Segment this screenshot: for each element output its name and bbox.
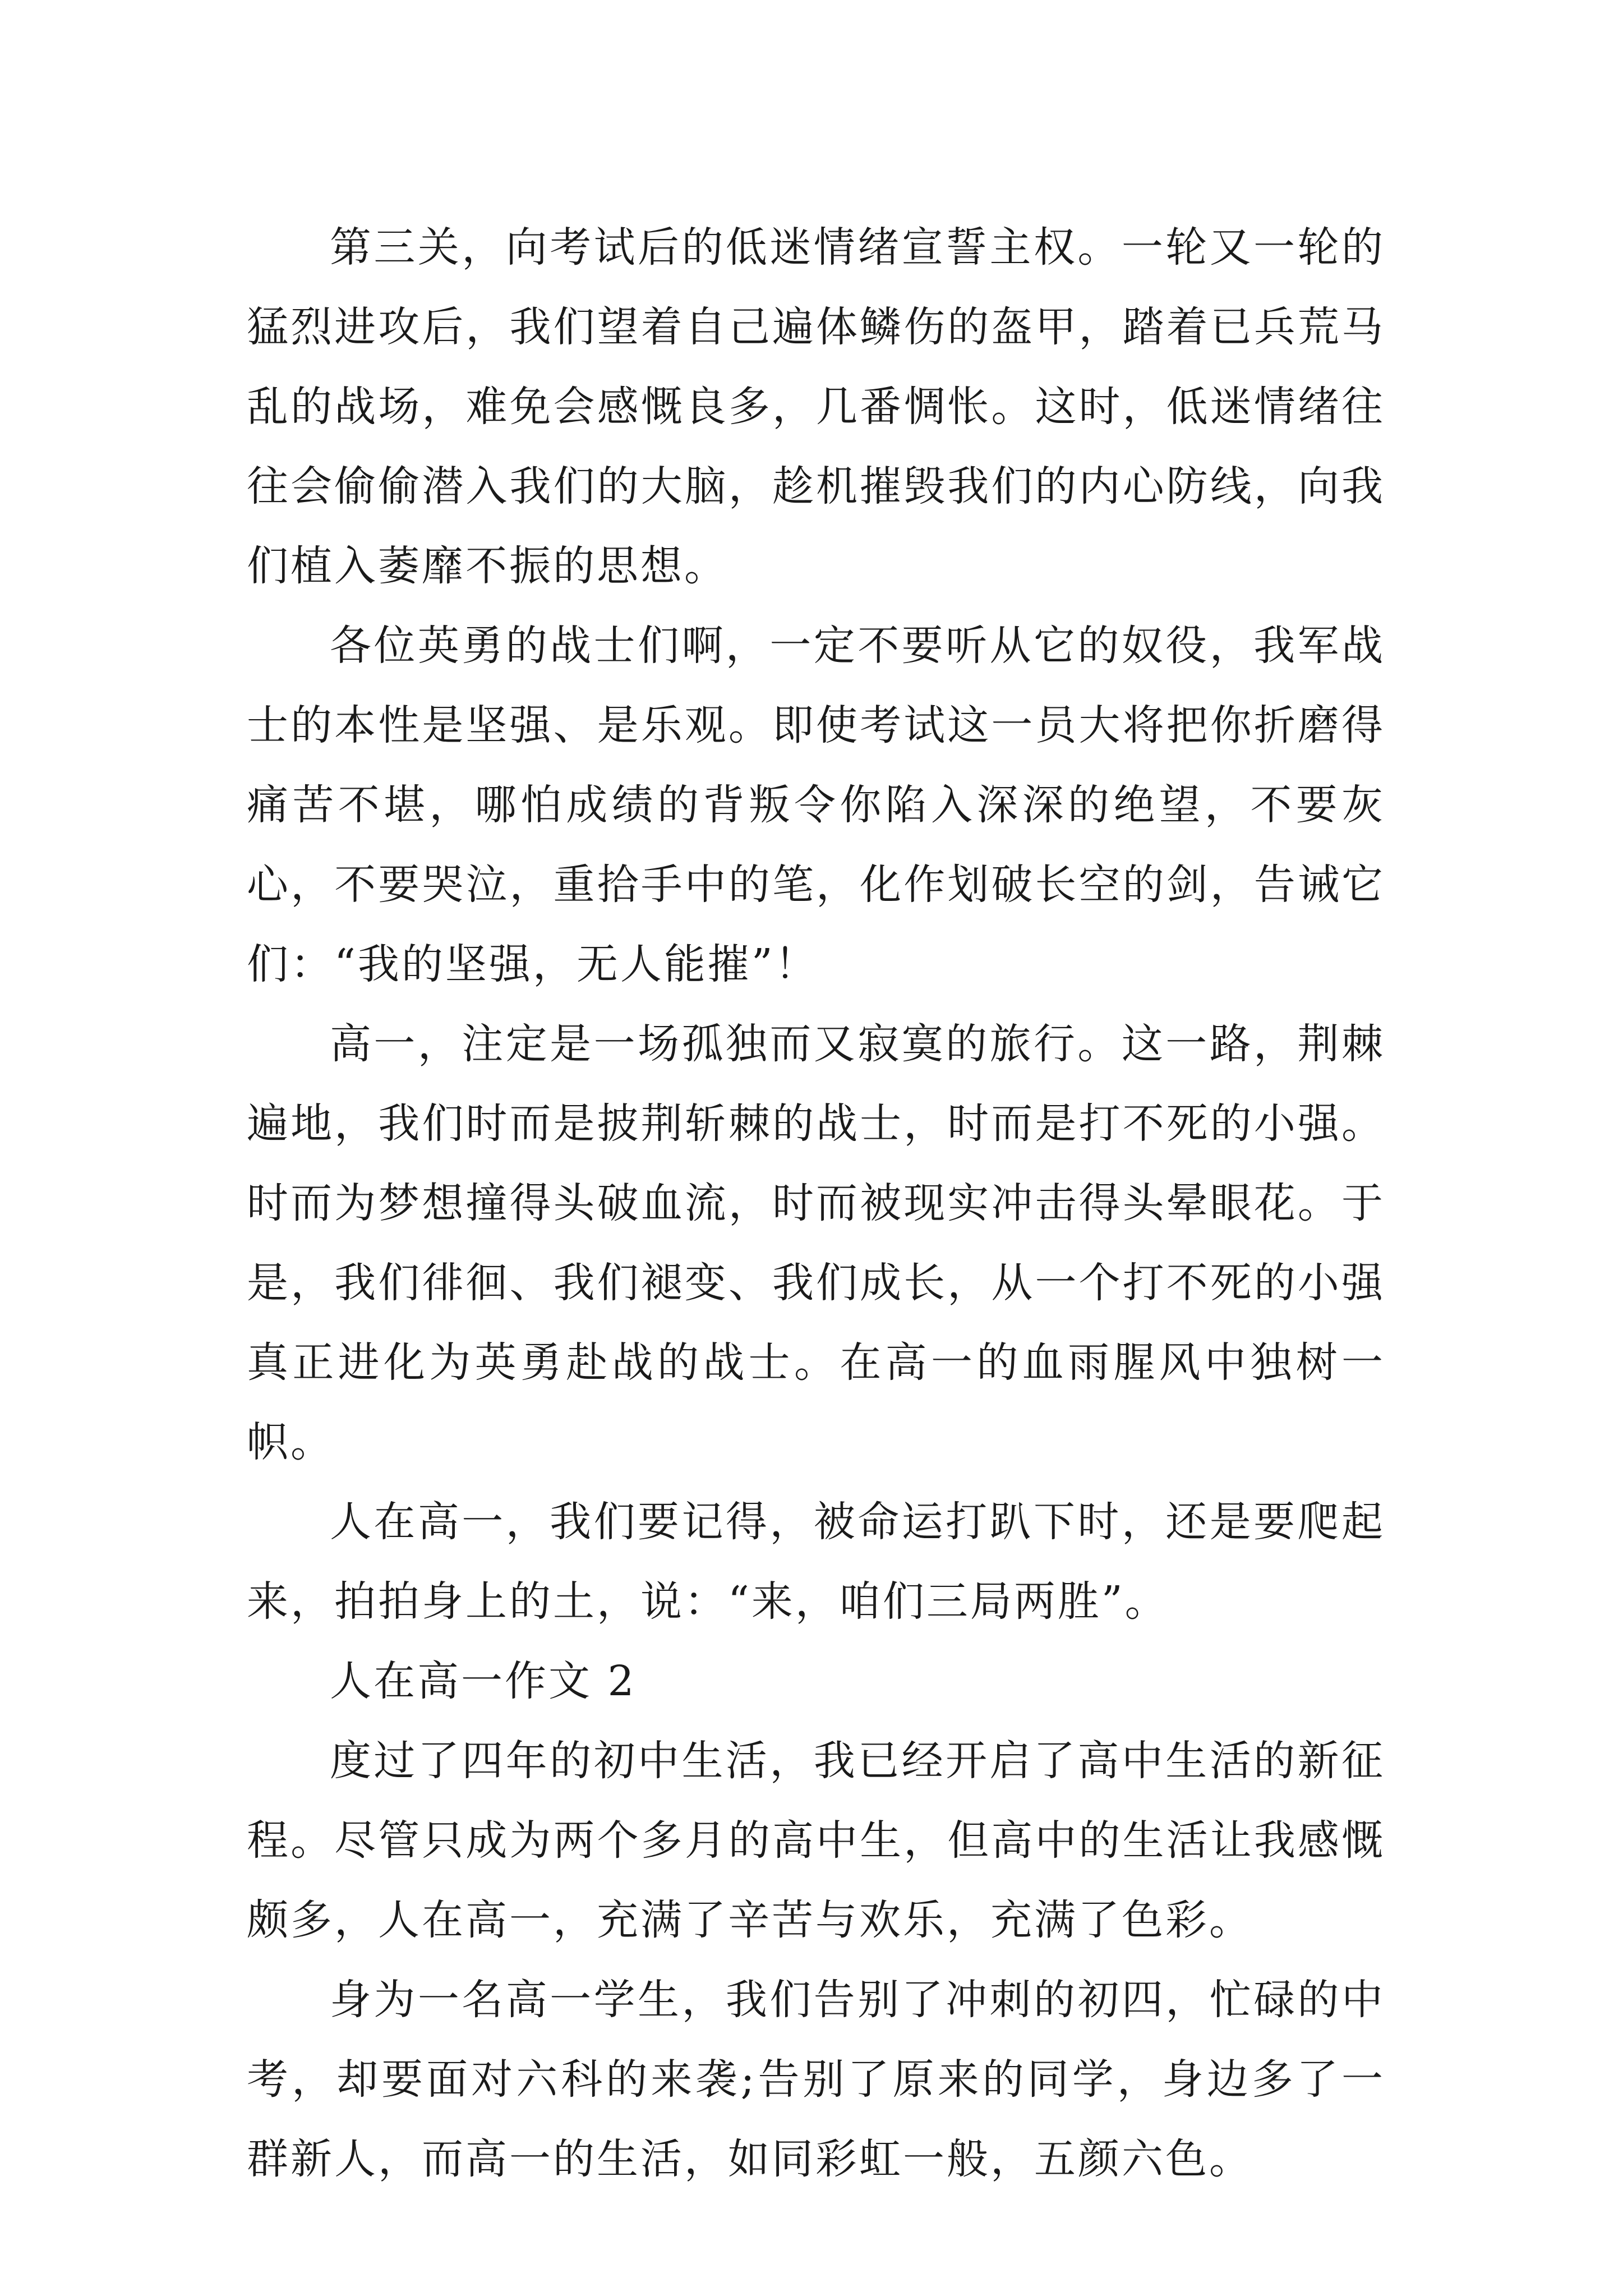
document-body — [247, 208, 1385, 2199]
paragraph-4: 人在高一，我们要记得，被命运打趴下时，还是要爬起来，拍拍身上的土，说：“来，咱们三局两胜”。 — [247, 1498, 1385, 1626]
paragraph-1: 第三关，向考试后的低迷情绪宣誓主权。一轮又一轮的猛烈进攻后，我们望着自己遍体鳞伤的盔甲，踏着已兵荒马乱的战场，难免会感慨良多，几番惆怅。这时，低迷情绪往往会偷偷潜入我们的大脑，趁机摧毁我们的内心防线，向我们植入萎靡不振的思想。 — [247, 223, 1385, 590]
paragraph-6: 身为一名高一学生，我们告别了冲刺的初四，忙碌的中考，却要面对六科的来袭;告别了原来的同学，身边多了一群新人，而高一的生活，如同彩虹一般，五颜六色。 — [247, 1976, 1385, 2183]
paragraph-5: 度过了四年的初中生活，我已经开启了高中生活的新征程。尽管只成为两个多月的高中生，但高中的生活让我感慨颇多，人在高一，充满了辛苦与欢乐，充满了色彩。 — [247, 1737, 1385, 1944]
paragraph-2: 各位英勇的战士们啊，一定不要听从它的奴役，我军战士的本性是坚强、是乐观。即使考试这一员大将把你折磨得痛苦不堪，哪怕成绩的背叛令你陷入深深的绝望，不要灰心，不要哭泣，重拾手中的笔，化作划破长空的剑，告诫它们：“我的坚强，无人能摧”！ — [247, 622, 1385, 988]
section-title: 人在高一作文 2 — [330, 1657, 637, 1705]
paragraph-3: 高一，注定是一场孤独而又寂寞的旅行。这一路，荆棘遍地，我们时而是披荆斩棘的战士，时而是打不死的小强。时而为梦想撞得头破血流，时而被现实冲击得头晕眼花。于是，我们徘徊、我们褪变、我们成长，从一个打不死的小强真正进化为英勇赴战的战士。在高一的血雨腥风中独树一帜。 — [247, 1020, 1385, 1466]
